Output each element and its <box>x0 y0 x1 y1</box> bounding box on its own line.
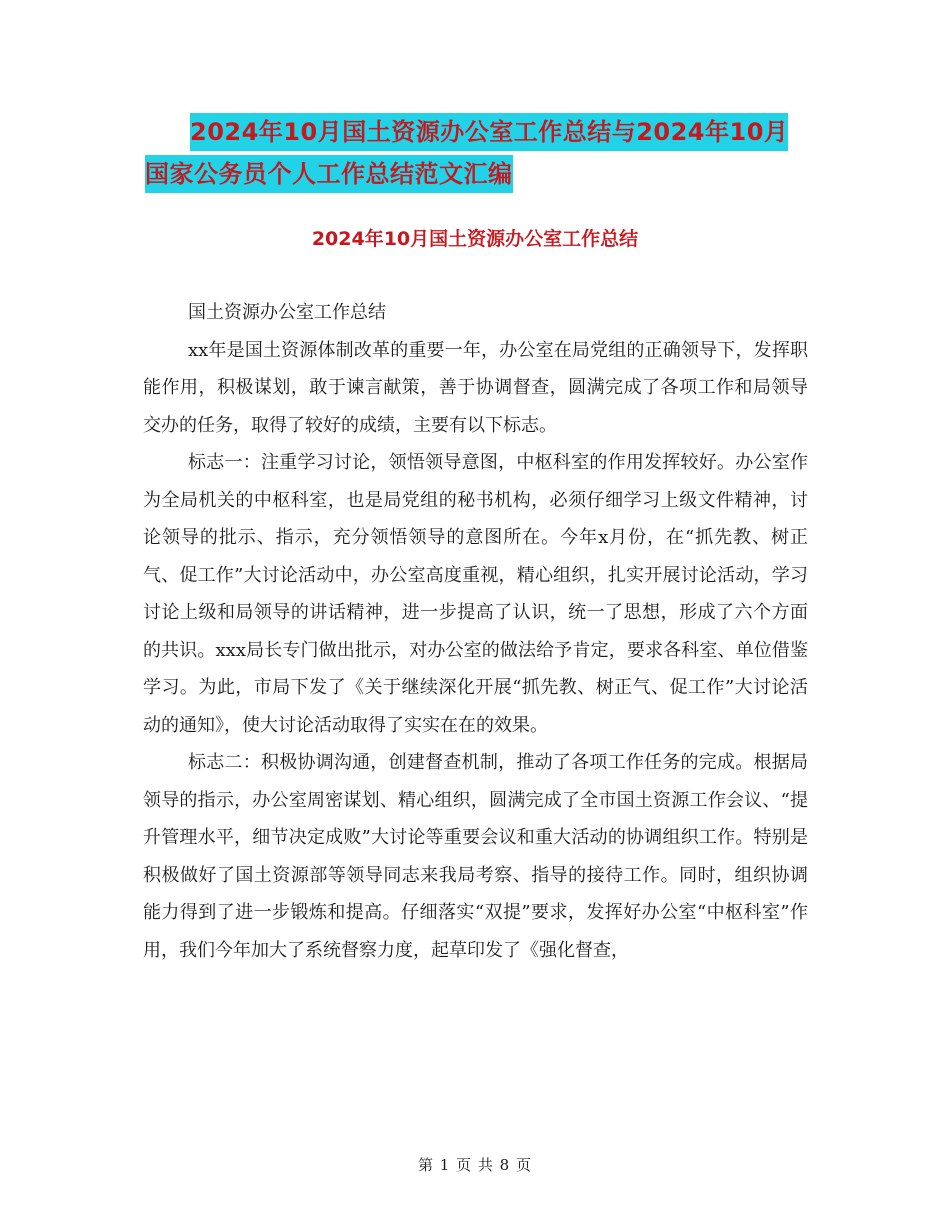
paragraph-intro: xx年是国土资源体制改革的重要一年，办公室在局党组的正确领导下，发挥职能作用，积极谋划，敢于谏言献策，善于协调督查，圆满完成了各项工作和局领导交办的任务，取得了较好的成绩，主要有以下标志。 <box>143 339 808 436</box>
document-body <box>143 294 808 969</box>
paragraph-heading: 国土资源办公室工作总结 <box>188 302 386 323</box>
paragraph-mark-one: 标志一：注重学习讨论，领悟领导意图，中枢科室的作用发挥较好。办公室作为全局机关的中枢科室，也是局党组的秘书机构，必须仔细学习上级文件精神，讨论领导的批示、指示，充分领悟领导的意图所在。今年x月份，在“抓先教、树正气、促工作”大讨论活动中，办公室高度重视，精心组织，扎实开展讨论活动，学习讨论上级和局领导的讲话精神，进一步提高了认识，统一了思想，形成了六个方面的共识。xxx局长专门做出批示，对办公室的做法给予肯定，要求各科室、单位借鉴学习。为此，市局下发了《关于继续深化开展“抓先教、树正气、促工作”大讨论活动的通知》，使大讨论活动取得了实实在在的效果。 <box>143 452 808 736</box>
section-heading: 2024年10月国土资源办公室工作总结 <box>311 228 639 250</box>
paragraph-mark-two: 标志二：积极协调沟通，创建督查机制，推动了各项工作任务的完成。根据局领导的指示，办公室周密谋划、精心组织，圆满完成了全市国土资源工作会议、“提升管理水平，细节决定成败”大讨论等重要会议和重大活动的协调组织工作。特别是积极做好了国土资源部等领导同志来我局考察、指导的接待工作。同时，组织协调能力得到了进一步锻炼和提高。仔细落实“双提”要求，发挥好办公室“中枢科室”作用，我们今年加大了系统督察力度，起草印发了《强化督查， <box>143 752 808 961</box>
document-title-line-2: 国家公务员个人工作总结范文汇编 <box>145 155 513 193</box>
page-footer: 第 1 页 共 8 页 <box>418 1156 532 1174</box>
document-title-line-1: 2024年10月国土资源办公室工作总结与2024年10月 <box>190 113 788 151</box>
